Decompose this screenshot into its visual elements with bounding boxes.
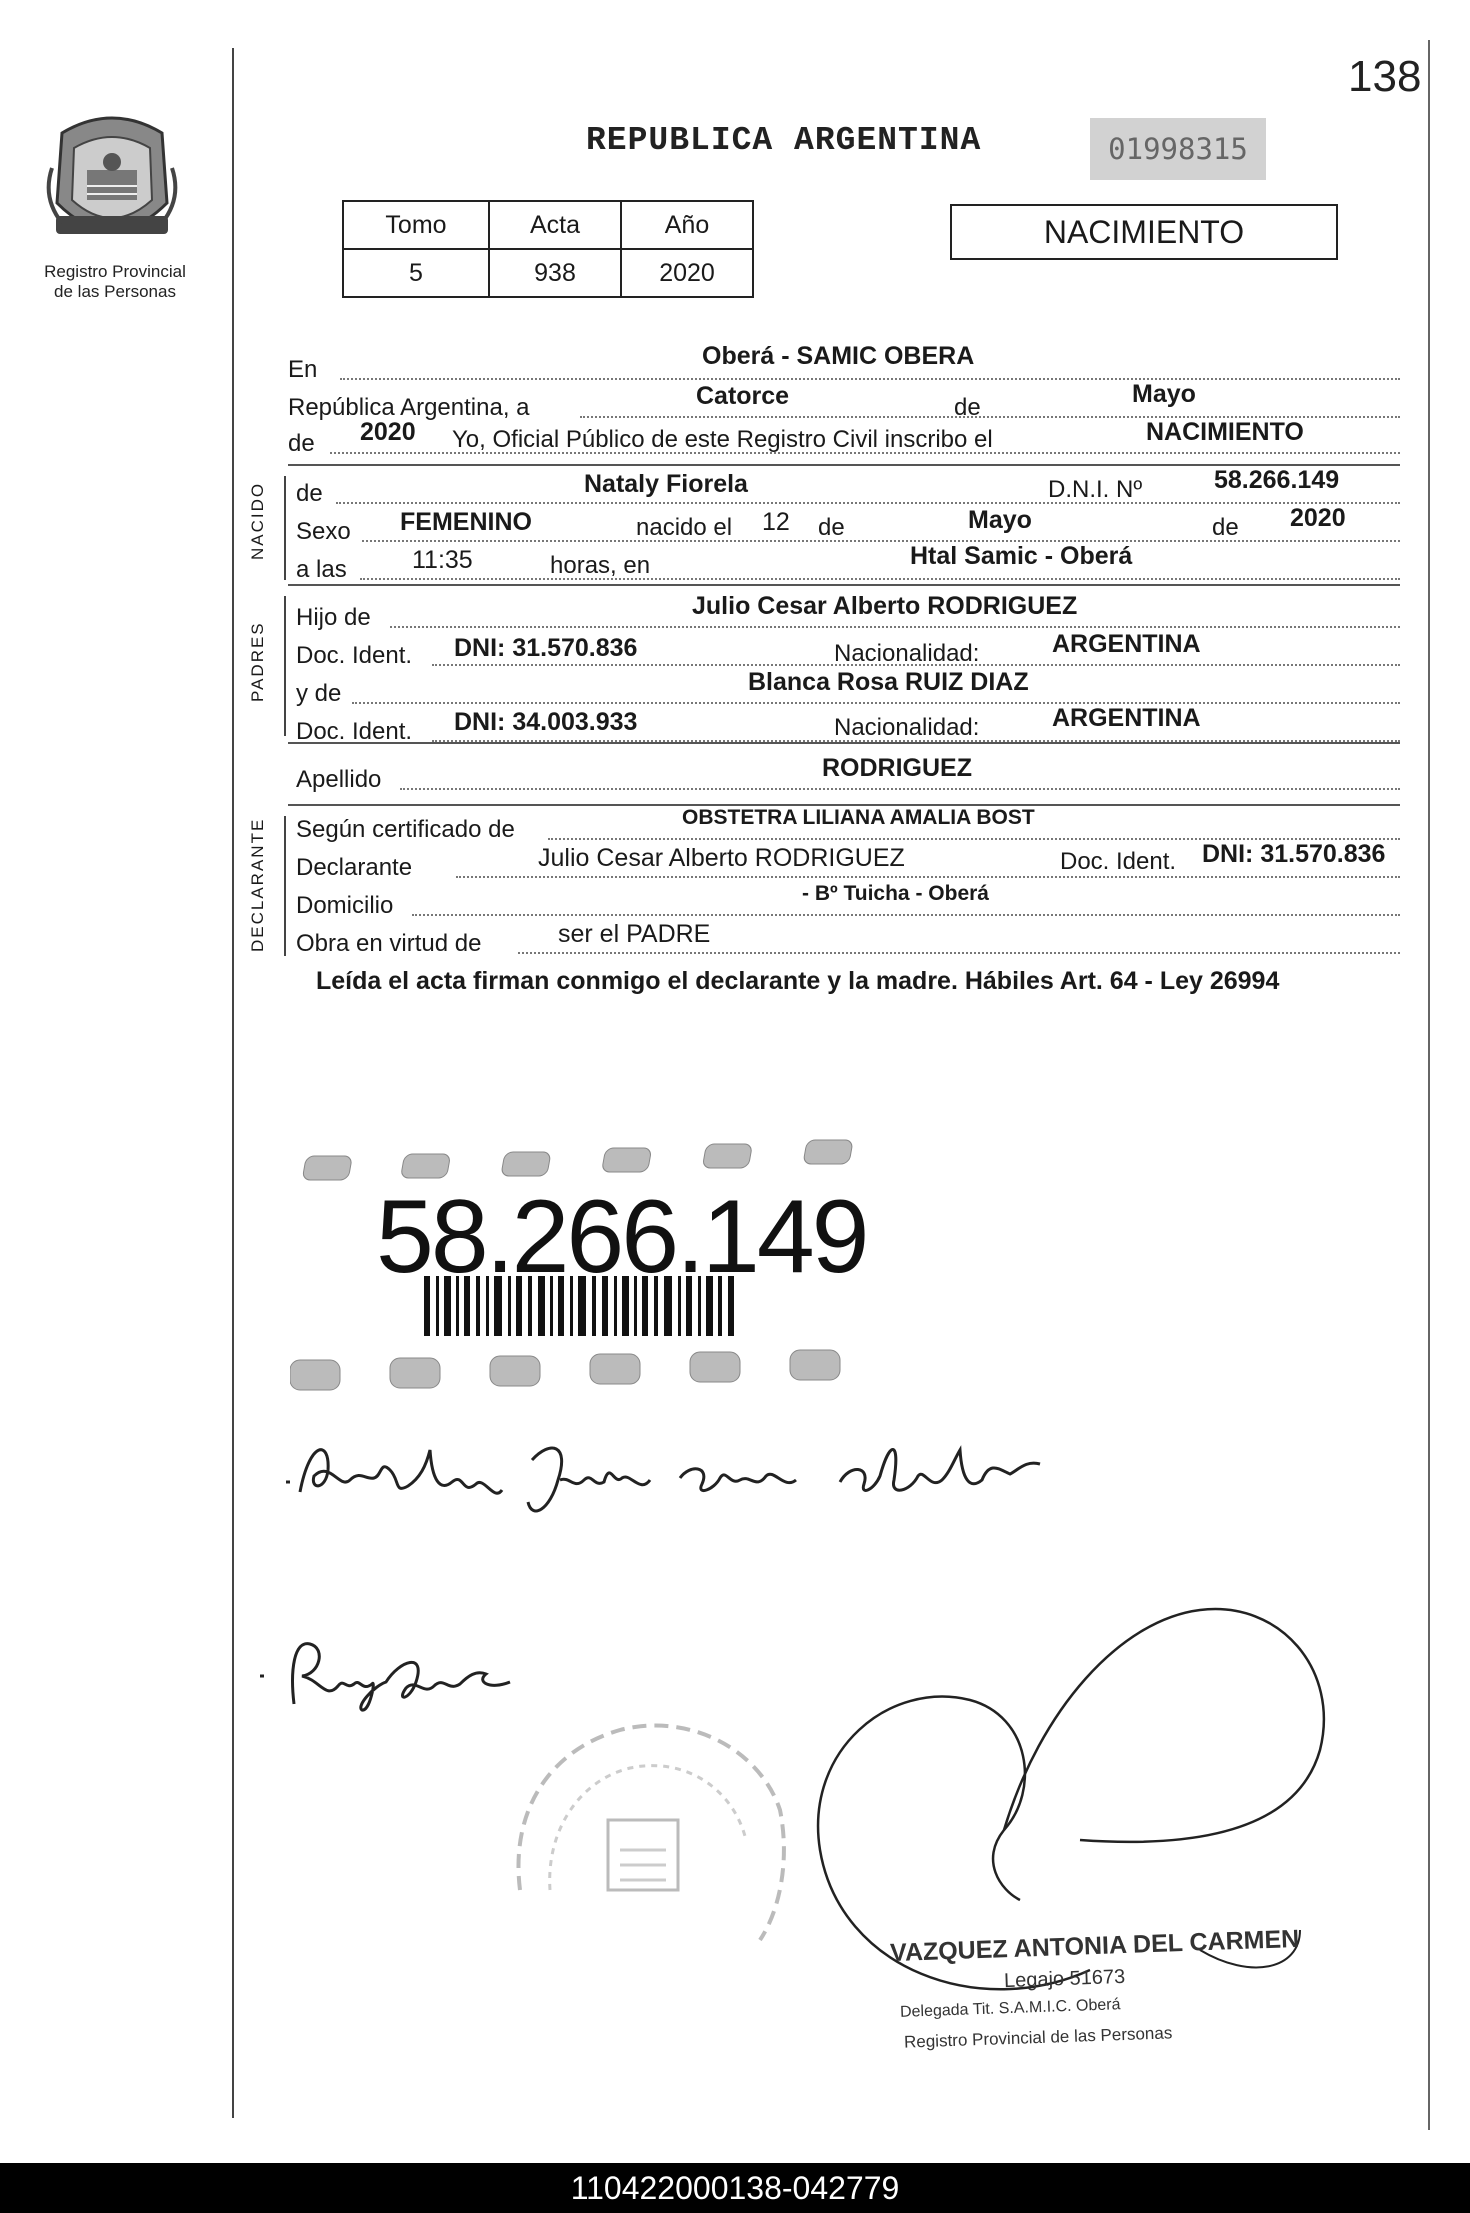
- dotted-line: [400, 788, 1400, 790]
- dotted-line: [518, 952, 1400, 954]
- label-republica: República Argentina, a: [288, 394, 530, 421]
- registry-value-anio: 2020: [621, 249, 753, 297]
- label-en: En: [288, 356, 318, 383]
- official-stamp: [490, 1690, 810, 1990]
- label-nacionalidad-mother: Nacionalidad:: [834, 714, 980, 741]
- provincial-seal-logo: [42, 108, 182, 258]
- officer-office: Registro Provincial de las Personas: [903, 2023, 1173, 2052]
- oficial-text: Yo, Oficial Público de este Registro Civil inscribo el: [452, 426, 993, 453]
- father-name: Julio Cesar Alberto RODRIGUEZ: [692, 592, 1078, 620]
- birth-time: 11:35: [412, 546, 473, 574]
- birth-place: Htal Samic - Oberá: [910, 542, 1133, 570]
- record-type-box: NACIMIENTO: [950, 204, 1338, 260]
- label-dni: D.N.I. Nº: [1048, 476, 1143, 503]
- section-bracket: [284, 816, 286, 956]
- declarant-signature: [270, 1420, 1090, 1530]
- section-label-declarante: DECLARANTE: [248, 817, 267, 952]
- section-divider: [288, 584, 1400, 586]
- label-de: de: [954, 394, 981, 421]
- registry-header-acta: Acta: [489, 201, 621, 249]
- label-de-name: de: [296, 480, 323, 507]
- label-de-year-birth: de: [1212, 514, 1239, 541]
- right-margin-rule: [1428, 40, 1430, 2130]
- mother-name: Blanca Rosa RUIZ DIAZ: [748, 668, 1029, 696]
- registration-record-type: NACIMIENTO: [1146, 418, 1304, 446]
- mother-nationality: ARGENTINA: [1052, 704, 1201, 732]
- father-nationality: ARGENTINA: [1052, 630, 1201, 658]
- registry-header-tomo: Tomo: [343, 201, 489, 249]
- label-hijo-de: Hijo de: [296, 604, 371, 631]
- registration-month: Mayo: [1132, 380, 1196, 408]
- registry-table: [342, 200, 754, 298]
- label-doc-ident-declarant: Doc. Ident.: [1060, 848, 1177, 875]
- registry-value-tomo: 5: [343, 249, 489, 297]
- footer-code: 110422000138-042779: [0, 2163, 1470, 2213]
- section-label-nacido: NACIDO: [248, 481, 267, 560]
- surname: RODRIGUEZ: [822, 754, 972, 782]
- label-y-de: y de: [296, 680, 342, 707]
- label-de-year: de: [288, 430, 315, 457]
- officer-name: VAZQUEZ ANTONIA DEL CARMEN: [889, 1924, 1300, 1968]
- child-sex: FEMENINO: [400, 508, 532, 536]
- logo-caption: [30, 262, 200, 302]
- dotted-line: [360, 578, 1400, 580]
- officer-legajo: Legajo 51673: [1003, 1965, 1126, 1993]
- registration-year: 2020: [360, 418, 416, 446]
- dotted-line: [352, 702, 1400, 704]
- label-doc-ident-mother: Doc. Ident.: [296, 718, 413, 745]
- page-number: 138: [1348, 52, 1422, 101]
- label-domicilio: Domicilio: [296, 892, 394, 919]
- section-label-padres: PADRES: [248, 621, 267, 702]
- dotted-line: [412, 914, 1400, 916]
- logo-caption-line1: Registro Provincial: [44, 262, 186, 281]
- label-segun-certificado: Según certificado de: [296, 816, 515, 843]
- child-name: Nataly Fiorela: [584, 470, 748, 498]
- registry-header-anio: Año: [621, 201, 753, 249]
- mother-doc: DNI: 34.003.933: [454, 708, 638, 736]
- serial-number: 01998315: [1090, 118, 1266, 180]
- section-bracket: [284, 476, 286, 580]
- dotted-line: [340, 378, 1400, 380]
- label-de-month: de: [818, 514, 845, 541]
- label-sexo: Sexo: [296, 518, 351, 545]
- officer-signature: [780, 1590, 1340, 2030]
- officer-role: Delegada Tit. S.A.M.I.C. Oberá: [899, 1996, 1121, 2021]
- child-dni: 58.266.149: [1214, 466, 1340, 494]
- registration-day-words: Catorce: [696, 382, 790, 410]
- certificate-issuer: OBSTETRA LILIANA AMALIA BOST: [682, 806, 1035, 829]
- birth-day: 12: [762, 508, 790, 536]
- label-declarante: Declarante: [296, 854, 413, 881]
- logo-caption-line2: de las Personas: [54, 282, 176, 301]
- dotted-line: [362, 540, 1400, 542]
- document-title: REPUBLICA ARGENTINA: [586, 122, 982, 159]
- left-margin-rule: [232, 48, 234, 2118]
- section-bracket: [284, 596, 286, 736]
- dotted-line: [336, 502, 1400, 504]
- declarant-doc: DNI: 31.570.836: [1202, 840, 1386, 868]
- label-horas: horas, en: [550, 552, 651, 579]
- dotted-line: [456, 876, 1400, 878]
- label-apellido: Apellido: [296, 766, 382, 793]
- registry-value-acta: 938: [489, 249, 621, 297]
- label-a-las: a las: [296, 556, 347, 583]
- section-divider: [288, 742, 1400, 744]
- father-doc: DNI: 31.570.836: [454, 634, 638, 662]
- label-doc-ident-father: Doc. Ident.: [296, 642, 413, 669]
- declarant-name: Julio Cesar Alberto RODRIGUEZ: [538, 844, 905, 872]
- label-nacido-el: nacido el: [636, 514, 733, 541]
- label-nacionalidad-father: Nacionalidad:: [834, 640, 980, 667]
- declarant-relation: ser el PADRE: [558, 920, 711, 948]
- closing-remark: Leída el acta firman conmigo el declarante y la madre. Hábiles Art. 64 - Ley 26994: [316, 967, 1280, 995]
- registration-place: Oberá - SAMIC OBERA: [702, 342, 975, 370]
- label-obra-en-virtud: Obra en virtud de: [296, 930, 482, 957]
- birth-year: 2020: [1290, 504, 1346, 532]
- dotted-line: [390, 626, 1400, 628]
- barcode-number: 58.266.149: [376, 1179, 867, 1295]
- birth-month: Mayo: [968, 506, 1032, 534]
- declarant-address: - Bº Tuicha - Oberá: [802, 882, 989, 905]
